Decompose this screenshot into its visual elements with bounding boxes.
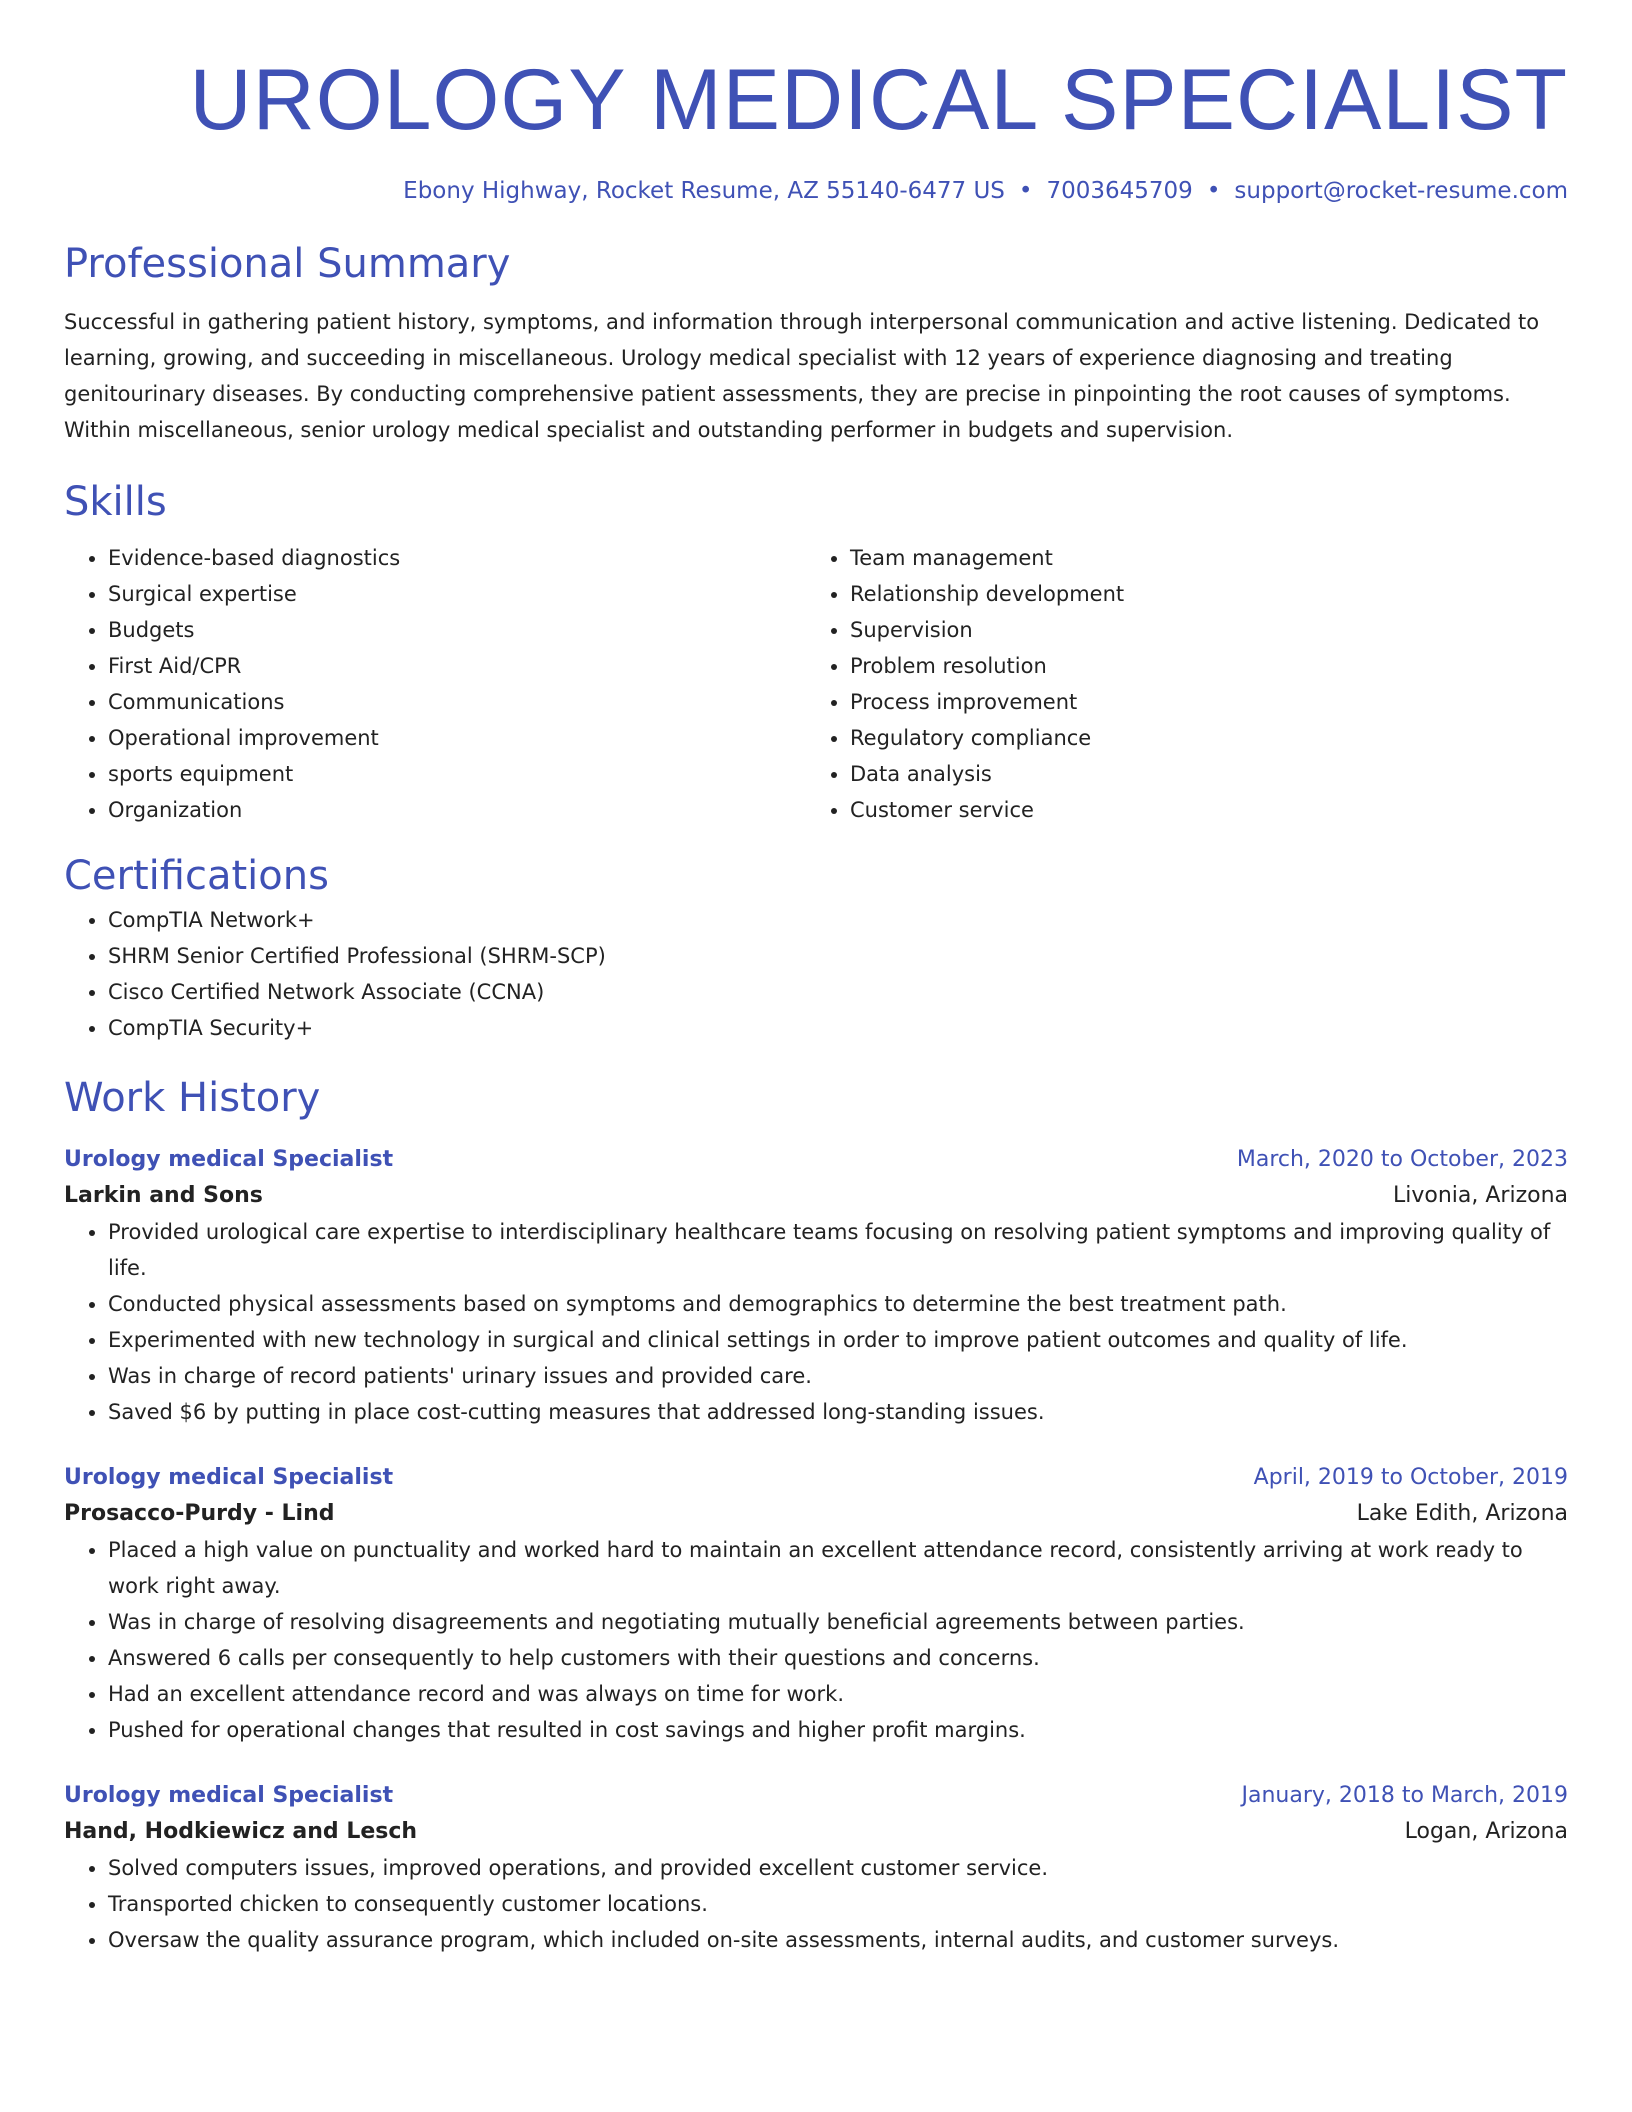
job-entry — [64, 1142, 1568, 1430]
skill-item: • Team management — [850, 540, 1548, 576]
job-title: Urology medical Specialist — [64, 1147, 394, 1172]
skill-item: • Data analysis — [850, 756, 1548, 792]
certifications-list — [64, 902, 1568, 1046]
job-company: Larkin and Sons — [64, 1183, 263, 1208]
skill-item: • Budgets — [108, 612, 806, 648]
skills-column-left — [64, 540, 806, 828]
job-duty: • Was in charge of record patients' urinary issues and provided care. — [108, 1358, 1568, 1394]
job-title: Urology medical Specialist — [64, 1783, 394, 1808]
job-entry — [64, 1778, 1568, 1958]
certification-item: • SHRM Senior Certified Professional (SHRM-SCP) — [108, 938, 1568, 974]
contact-separator: • — [1206, 178, 1221, 204]
contact-line — [64, 176, 1568, 206]
skills-list — [64, 540, 1568, 828]
skill-item: • Organization — [108, 792, 806, 828]
job-duty: • Conducted physical assessments based on symptoms and demographics to determine the best treatment path. — [108, 1286, 1568, 1322]
summary-heading: Professional Summary — [64, 241, 511, 287]
certification-item: • CompTIA Security+ — [108, 1010, 1568, 1046]
job-dates: January, 2018 to March, 2019 — [1241, 1783, 1568, 1808]
certifications-heading: Certifications — [64, 853, 329, 899]
job-duty: • Oversaw the quality assurance program, which included on-site assessments, internal audits, and customer surveys. — [108, 1922, 1568, 1958]
skill-item: • Process improvement — [850, 684, 1548, 720]
certification-item: • Cisco Certified Network Associate (CCNA) — [108, 974, 1568, 1010]
summary-text: Successful in gathering patient history, symptoms, and information through interpersonal communication and active listening. Dedicated to learning, growing, and succeeding in miscellaneous. Urology medical specialist with 12 years of experience diagnosing and treating genitourinary diseases. By conducting comprehensive patient assessments, they are precise in pinpointing the root causes of symptoms. Within miscellaneous, senior urology medical specialist and outstanding performer in budgets and supervision. — [64, 310, 1540, 442]
job-company: Hand, Hodkiewicz and Lesch — [64, 1819, 418, 1844]
job-dates: March, 2020 to October, 2023 — [1236, 1147, 1568, 1172]
job-duty: • Experimented with new technology in surgical and clinical settings in order to improve patient outcomes and quality of life. — [108, 1322, 1568, 1358]
skill-item: • Evidence-based diagnostics — [108, 540, 806, 576]
job-title: Urology medical Specialist — [64, 1465, 394, 1490]
skill-item: • sports equipment — [108, 756, 806, 792]
job-duties — [64, 1532, 1568, 1748]
skill-item: • Relationship development — [850, 576, 1548, 612]
job-location: Lake Edith, Arizona — [1356, 1501, 1568, 1526]
skill-item: • First Aid/CPR — [108, 648, 806, 684]
job-duty: • Answered 6 calls per consequently to help customers with their questions and concerns. — [108, 1640, 1568, 1676]
skill-item: • Customer service — [850, 792, 1548, 828]
skill-item: • Operational improvement — [108, 720, 806, 756]
job-duty: • Provided urological care expertise to interdisciplinary healthcare teams focusing on resolving patient symptoms and improving quality of life. — [108, 1214, 1568, 1286]
job-duty: • Transported chicken to consequently customer locations. — [108, 1886, 1568, 1922]
contact-address: Ebony Highway, Rocket Resume, AZ 55140-6477 US — [403, 178, 1005, 204]
contact-separator: • — [1018, 178, 1033, 204]
skills-heading: Skills — [64, 479, 167, 525]
job-duty: • Was in charge of resolving disagreements and negotiating mutually beneficial agreements between parties. — [108, 1604, 1568, 1640]
job-duties — [64, 1214, 1568, 1430]
certification-item: • CompTIA Network+ — [108, 902, 1568, 938]
job-duty: • Had an excellent attendance record and was always on time for work. — [108, 1676, 1568, 1712]
job-duty: • Placed a high value on punctuality and worked hard to maintain an excellent attendance record, consistently arriving at work ready to work right away. — [108, 1532, 1568, 1604]
skill-item: • Surgical expertise — [108, 576, 806, 612]
work-history-heading: Work History — [64, 1075, 321, 1121]
job-duties — [64, 1850, 1568, 1958]
skills-column-right — [806, 540, 1548, 828]
job-duty: • Pushed for operational changes that resulted in cost savings and higher profit margins. — [108, 1712, 1568, 1748]
job-entry — [64, 1460, 1568, 1748]
job-duty: • Saved $6 by putting in place cost-cutting measures that addressed long-standing issues. — [108, 1394, 1568, 1430]
contact-email[interactable]: support@rocket-resume.com — [1234, 178, 1568, 204]
job-duty: • Solved computers issues, improved operations, and provided excellent customer service. — [108, 1850, 1568, 1886]
resume-page — [64, 0, 1568, 1958]
resume-header — [64, 0, 1568, 206]
skill-item: • Communications — [108, 684, 806, 720]
skill-item: • Supervision — [850, 612, 1548, 648]
candidate-name: UROLOGY MEDICAL SPECIALIST — [189, 52, 1568, 148]
contact-phone: 7003645709 — [1046, 178, 1193, 204]
job-company: Prosacco-Purdy - Lind — [64, 1501, 335, 1526]
skill-item: • Problem resolution — [850, 648, 1548, 684]
job-location: Livonia, Arizona — [1392, 1183, 1568, 1208]
job-location: Logan, Arizona — [1404, 1819, 1568, 1844]
job-dates: April, 2019 to October, 2019 — [1253, 1465, 1568, 1490]
skill-item: • Regulatory compliance — [850, 720, 1548, 756]
